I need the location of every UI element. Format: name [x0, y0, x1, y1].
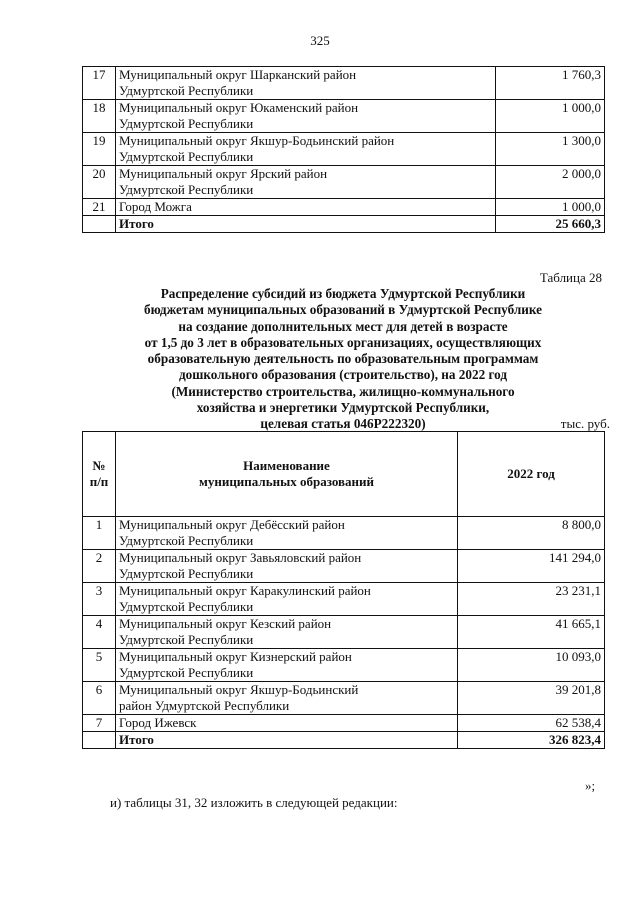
- municipality-name-line: Муниципальный округ Якшур-Бодьинский: [119, 682, 359, 697]
- total-amount: 326 823,4: [458, 732, 605, 749]
- title-line: хозяйства и энергетики Удмуртской Республики,: [196, 400, 490, 416]
- row-number: 17: [83, 67, 116, 100]
- subsidy-amount: 1 760,3: [496, 67, 605, 100]
- table-row: [83, 166, 605, 199]
- row-number: 3: [83, 583, 116, 616]
- total-label: Итого: [116, 216, 496, 233]
- total-label: Итого: [116, 732, 458, 749]
- quote-end: »;: [585, 778, 596, 793]
- table-row: [83, 583, 605, 616]
- municipality-name-line: Муниципальный округ Кезский район: [119, 616, 332, 631]
- header-name: [116, 432, 458, 517]
- subsidy-table-continued: [82, 66, 605, 233]
- header-num-line: №: [92, 458, 106, 473]
- municipality-name: [116, 682, 458, 715]
- row-number: 21: [83, 199, 116, 216]
- subsidy-amount: 39 201,8: [458, 682, 605, 715]
- municipality-name-line: Удмуртской Республики: [119, 566, 254, 581]
- municipality-name-line: Удмуртской Республики: [119, 149, 254, 164]
- subsidy-amount: 1 000,0: [496, 199, 605, 216]
- municipality-name: [116, 67, 496, 100]
- row-number: 20: [83, 166, 116, 199]
- row-number: 18: [83, 100, 116, 133]
- title-line: Распределение субсидий из бюджета Удмуртской Республики: [160, 286, 526, 301]
- header-row: [83, 432, 605, 517]
- row-number: 7: [83, 715, 116, 732]
- header-year: 2022 год: [458, 432, 605, 517]
- total-row: [83, 732, 605, 749]
- municipality-name-line: Удмуртской Республики: [119, 665, 254, 680]
- table-title: [82, 286, 604, 433]
- title-line: от 1,5 до 3 лет в образовательных организациях, осуществляющих: [144, 334, 542, 350]
- municipality-name: [116, 517, 458, 550]
- title-line: дошкольного образования (строительство), на 2022 год: [178, 367, 508, 383]
- subsidy-amount: 1 300,0: [496, 133, 605, 166]
- municipality-name: [116, 199, 496, 216]
- municipality-name: [116, 100, 496, 133]
- table-row: [83, 517, 605, 550]
- municipality-name: [116, 583, 458, 616]
- subsidy-amount: 1 000,0: [496, 100, 605, 133]
- subsidy-amount: 8 800,0: [458, 517, 605, 550]
- total-empty-cell: [83, 732, 116, 749]
- table-label: Таблица 28: [539, 270, 602, 285]
- table-row: [83, 550, 605, 583]
- municipality-name: [116, 649, 458, 682]
- municipality-name-line: Муниципальный округ Каракулинский район: [119, 583, 371, 598]
- table-row: [83, 715, 605, 732]
- title-line: бюджетам муниципальных образований в Удмуртской Республике: [144, 302, 542, 318]
- header-num: [83, 432, 116, 517]
- municipality-name: [116, 550, 458, 583]
- units-label: тыс. руб.: [560, 416, 610, 431]
- municipality-name-line: Муниципальный округ Ярский район: [119, 166, 328, 181]
- municipality-name: [116, 133, 496, 166]
- municipality-name-line: Удмуртской Республики: [119, 599, 254, 614]
- table-row: [83, 199, 605, 216]
- header-name-line: Наименование: [243, 458, 330, 473]
- municipality-name-line: Муниципальный округ Дебёсский район: [119, 517, 345, 532]
- municipality-name-line: Удмуртской Республики: [119, 533, 254, 548]
- page-number: 325: [310, 33, 330, 48]
- row-number: 4: [83, 616, 116, 649]
- row-number: 5: [83, 649, 116, 682]
- subsidy-amount: 41 665,1: [458, 616, 605, 649]
- header-num-line: п/п: [89, 474, 109, 489]
- municipality-name-line: Удмуртской Республики: [119, 116, 254, 131]
- municipality-name-line: Удмуртской Республики: [119, 182, 254, 197]
- title-line: образовательную деятельность по образовательным программам: [147, 351, 539, 367]
- municipality-name-line: Удмуртской Республики: [119, 83, 254, 98]
- municipality-name-line: Город Ижевск: [119, 715, 197, 730]
- title-line: на создание дополнительных мест для детей в возрасте: [178, 318, 508, 334]
- table-row: [83, 133, 605, 166]
- municipality-name-line: Муниципальный округ Юкаменский район: [119, 100, 359, 115]
- subsidy-amount: 10 093,0: [458, 649, 605, 682]
- municipality-name-line: Удмуртской Республики: [119, 632, 254, 647]
- table-row: [83, 682, 605, 715]
- municipality-name: [116, 715, 458, 732]
- header-name-line: муниципальных образований: [198, 474, 375, 489]
- subsidy-amount: 23 231,1: [458, 583, 605, 616]
- municipality-name-line: Город Можга: [119, 199, 192, 214]
- table-row: [83, 649, 605, 682]
- table-row: [83, 67, 605, 100]
- row-number: 19: [83, 133, 116, 166]
- title-line: (Министерство строительства, жилищно-коммунального: [171, 383, 515, 399]
- row-number: 2: [83, 550, 116, 583]
- municipality-name-line: район Удмуртской Республики: [119, 698, 290, 713]
- table-row: [83, 100, 605, 133]
- subsidy-amount: 2 000,0: [496, 166, 605, 199]
- municipality-name-line: Муниципальный округ Завьяловский район: [119, 550, 362, 565]
- subsidy-table-28: [82, 431, 605, 749]
- municipality-name: [116, 166, 496, 199]
- municipality-name-line: Муниципальный округ Кизнерский район: [119, 649, 352, 664]
- total-empty-cell: [83, 216, 116, 233]
- subsidy-amount: 62 538,4: [458, 715, 605, 732]
- row-number: 1: [83, 517, 116, 550]
- municipality-name-line: Муниципальный округ Шарканский район: [119, 67, 357, 82]
- total-row: [83, 216, 605, 233]
- total-amount: 25 660,3: [496, 216, 605, 233]
- table-row: [83, 616, 605, 649]
- municipality-name: [116, 616, 458, 649]
- amendment-text: и) таблицы 31, 32 изложить в следующей редакции:: [110, 795, 398, 810]
- title-line: целевая статья 046P222320): [260, 416, 426, 432]
- municipality-name-line: Муниципальный округ Якшур-Бодьинский район: [119, 133, 395, 148]
- subsidy-amount: 141 294,0: [458, 550, 605, 583]
- row-number: 6: [83, 682, 116, 715]
